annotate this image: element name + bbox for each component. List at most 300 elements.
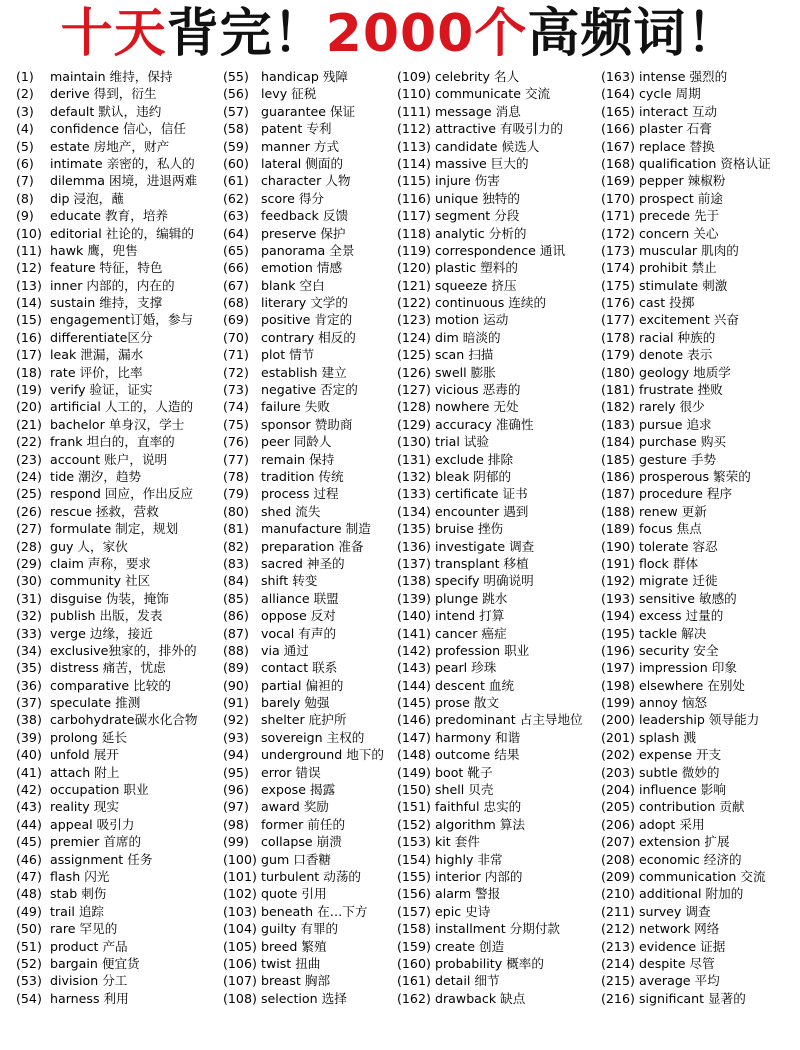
word-number: (200): [601, 712, 635, 728]
word-number: (14): [16, 295, 42, 311]
word-entry: [16, 225, 198, 242]
word-entry: [223, 972, 384, 989]
word-definition: leadership 领导能力: [639, 712, 760, 728]
word-number: (41): [16, 764, 42, 780]
word-number: (90): [223, 677, 249, 693]
word-definition: concern 关心: [639, 225, 719, 241]
word-entry: [16, 694, 198, 711]
word-definition: correspondence 通讯: [435, 242, 566, 258]
word-definition: dip 浸泡，蘸: [50, 190, 124, 206]
word-entry: [223, 416, 384, 433]
word-entry: [16, 555, 198, 572]
word-definition: celebrity 名人: [435, 69, 520, 84]
word-number: (76): [223, 434, 249, 450]
word-entry: [16, 381, 198, 398]
word-number: (117): [397, 208, 431, 224]
word-entry: [397, 816, 583, 833]
word-number: (128): [397, 399, 431, 415]
word-definition: underground 地下的: [261, 747, 385, 763]
word-number: (188): [601, 503, 635, 519]
word-entry: [16, 903, 198, 920]
word-number: (197): [601, 660, 635, 676]
word-number: (166): [601, 121, 635, 137]
word-definition: prosperous 繁荣的: [639, 468, 751, 484]
word-number: (81): [223, 521, 249, 537]
word-column-2: [223, 68, 384, 1007]
word-number: (23): [16, 451, 42, 467]
word-definition: adopt 采用: [639, 816, 705, 832]
word-number: (126): [397, 364, 431, 380]
word-number: (135): [397, 521, 431, 537]
word-number: (146): [397, 712, 431, 728]
word-number: (168): [601, 155, 635, 171]
word-number: (150): [397, 782, 431, 798]
word-entry: [397, 885, 583, 902]
word-definition: annoy 恼怒: [639, 695, 708, 711]
word-definition: gum 口香糖: [261, 851, 332, 867]
word-definition: vicious 恶毒的: [435, 382, 521, 398]
word-definition: dim 暗淡的: [435, 329, 501, 345]
word-entry: [223, 955, 384, 972]
word-number: (175): [601, 277, 635, 293]
word-definition: default 默认，违约: [50, 103, 162, 119]
word-entry: [16, 451, 198, 468]
word-number: (73): [223, 382, 249, 398]
word-entry: [16, 433, 198, 450]
word-definition: geology 地质学: [639, 364, 731, 380]
word-entry: [601, 659, 771, 676]
word-entry: [223, 555, 384, 572]
word-definition: economic 经济的: [639, 851, 742, 867]
word-entry: [601, 746, 771, 763]
word-number: (114): [397, 155, 431, 171]
word-number: (169): [601, 173, 635, 189]
word-definition: disguise 伪装，掩饰: [50, 590, 169, 606]
word-entry: [223, 68, 384, 85]
word-definition: reality 现实: [50, 799, 119, 815]
word-definition: pearl 珍珠: [435, 660, 497, 676]
word-definition: engagement订婚，参与: [50, 312, 194, 328]
word-definition: emotion 情感: [261, 260, 343, 276]
word-definition: shift 转变: [261, 573, 318, 589]
word-definition: rarely 很少: [639, 399, 705, 415]
word-entry: [16, 85, 198, 102]
word-number: (184): [601, 434, 635, 450]
word-definition: predominant 占主导地位: [435, 712, 583, 728]
word-definition: message 消息: [435, 103, 521, 119]
word-entry: [397, 381, 583, 398]
word-entry: [601, 920, 771, 937]
word-definition: nowhere 无处: [435, 399, 519, 415]
word-definition: bleak 阴郁的: [435, 468, 512, 484]
word-definition: pepper 辣椒粉: [639, 173, 726, 189]
word-entry: [223, 920, 384, 937]
word-entry: [601, 816, 771, 833]
word-definition: muscular 肌肉的: [639, 242, 739, 258]
word-number: (24): [16, 468, 42, 484]
word-definition: peer 同龄人: [261, 434, 332, 450]
word-definition: evidence 证据: [639, 938, 726, 954]
word-entry: [16, 294, 198, 311]
word-definition: migrate 迁徙: [639, 573, 718, 589]
word-number: (86): [223, 608, 249, 624]
word-entry: [601, 172, 771, 189]
word-number: (183): [601, 416, 635, 432]
word-entry: [223, 729, 384, 746]
word-definition: quote 引用: [261, 886, 327, 902]
word-entry: [601, 85, 771, 102]
word-entry: [397, 172, 583, 189]
word-entry: [601, 903, 771, 920]
word-definition: negative 否定的: [261, 382, 358, 398]
word-definition: tradition 传统: [261, 468, 344, 484]
word-number: (174): [601, 260, 635, 276]
word-entry: [223, 938, 384, 955]
word-definition: attractive 有吸引力的: [435, 121, 564, 137]
word-definition: sacred 神圣的: [261, 555, 345, 571]
word-definition: racial 种族的: [639, 329, 716, 345]
word-entry: [397, 642, 583, 659]
word-number: (167): [601, 138, 635, 154]
word-entry: [16, 259, 198, 276]
word-entry: [601, 642, 771, 659]
word-definition: prohibit 禁止: [639, 260, 717, 276]
word-entry: [397, 764, 583, 781]
word-definition: sovereign 主权的: [261, 729, 365, 745]
word-number: (173): [601, 242, 635, 258]
word-number: (10): [16, 225, 42, 241]
word-entry: [223, 694, 384, 711]
word-entry: [601, 416, 771, 433]
word-definition: panorama 全景: [261, 242, 355, 258]
word-entry: [397, 485, 583, 502]
word-number: (102): [223, 886, 257, 902]
word-definition: failure 失败: [261, 399, 330, 415]
word-entry: [601, 764, 771, 781]
word-number: (39): [16, 729, 42, 745]
word-number: (56): [223, 86, 249, 102]
word-entry: [223, 259, 384, 276]
word-definition: motion 运动: [435, 312, 509, 328]
word-number: (164): [601, 86, 635, 102]
word-definition: community 社区: [50, 573, 151, 589]
word-number: (22): [16, 434, 42, 450]
word-number: (205): [601, 799, 635, 815]
word-definition: influence 影响: [639, 782, 726, 798]
word-entry: [601, 972, 771, 989]
word-entry: [601, 851, 771, 868]
word-definition: candidate 候选人: [435, 138, 540, 154]
word-definition: maintain 维持，保持: [50, 69, 173, 84]
word-definition: trial 试验: [435, 434, 490, 450]
word-number: (48): [16, 886, 42, 902]
word-number: (87): [223, 625, 249, 641]
word-definition: division 分工: [50, 973, 128, 989]
word-entry: [223, 659, 384, 676]
word-definition: bruise 挫伤: [435, 521, 504, 537]
word-entry: [223, 485, 384, 502]
word-definition: score 得分: [261, 190, 325, 206]
word-definition: contrary 相反的: [261, 329, 356, 345]
word-definition: award 奖励: [261, 799, 329, 815]
word-entry: [16, 833, 198, 850]
word-number: (201): [601, 729, 635, 745]
word-definition: scan 扫描: [435, 347, 494, 363]
word-number: (139): [397, 590, 431, 606]
word-entry: [601, 120, 771, 137]
word-number: (181): [601, 382, 635, 398]
word-number: (148): [397, 747, 431, 763]
word-entry: [397, 120, 583, 137]
word-definition: flock 群体: [639, 555, 699, 571]
title-part-count: 2000个: [325, 4, 528, 64]
word-number: (66): [223, 260, 249, 276]
word-definition: profession 职业: [435, 642, 530, 658]
word-number: (127): [397, 382, 431, 398]
word-entry: [16, 625, 198, 642]
word-number: (55): [223, 69, 249, 84]
word-definition: bachelor 单身汉，学士: [50, 416, 185, 432]
word-number: (63): [223, 208, 249, 224]
word-entry: [397, 503, 583, 520]
word-number: (62): [223, 190, 249, 206]
word-definition: appeal 吸引力: [50, 816, 135, 832]
word-number: (36): [16, 677, 42, 693]
word-definition: breed 繁殖: [261, 938, 327, 954]
word-entry: [397, 903, 583, 920]
word-definition: feature 特征，特色: [50, 260, 163, 276]
word-entry: [397, 277, 583, 294]
word-number: (92): [223, 712, 249, 728]
word-entry: [223, 642, 384, 659]
word-entry: [397, 555, 583, 572]
word-number: (133): [397, 486, 431, 502]
word-entry: [397, 868, 583, 885]
word-number: (195): [601, 625, 635, 641]
word-definition: denote 表示: [639, 347, 713, 363]
word-entry: [601, 885, 771, 902]
word-definition: breast 胸部: [261, 973, 331, 989]
word-definition: guy 人，家伙: [50, 538, 128, 554]
word-definition: prospect 前途: [639, 190, 723, 206]
word-number: (52): [16, 955, 42, 971]
word-definition: handicap 残障: [261, 69, 349, 84]
word-entry: [397, 433, 583, 450]
word-definition: claim 声称，要求: [50, 555, 151, 571]
word-number: (110): [397, 86, 431, 102]
word-number: (37): [16, 695, 42, 711]
word-entry: [601, 677, 771, 694]
word-entry: [223, 172, 384, 189]
word-entry: [397, 920, 583, 937]
word-number: (154): [397, 851, 431, 867]
word-number: (194): [601, 608, 635, 624]
word-number: (162): [397, 990, 431, 1006]
word-number: (185): [601, 451, 635, 467]
word-entry: [16, 746, 198, 763]
word-number: (120): [397, 260, 431, 276]
word-definition: rare 罕见的: [50, 921, 118, 937]
word-number: (78): [223, 468, 249, 484]
word-entry: [601, 451, 771, 468]
page-title: [0, 2, 800, 66]
word-entry: [397, 468, 583, 485]
word-number: (108): [223, 990, 257, 1006]
word-definition: vocal 有声的: [261, 625, 337, 641]
word-number: (4): [16, 121, 34, 137]
word-definition: confidence 信心，信任: [50, 121, 186, 137]
word-entry: [601, 694, 771, 711]
word-number: (9): [16, 208, 34, 224]
word-entry: [223, 85, 384, 102]
word-definition: procedure 程序: [639, 486, 733, 502]
word-entry: [223, 451, 384, 468]
word-number: (171): [601, 208, 635, 224]
word-definition: beneath 在…下方: [261, 903, 368, 919]
word-number: (103): [223, 903, 257, 919]
word-entry: [223, 833, 384, 850]
word-entry: [397, 798, 583, 815]
word-definition: guilty 有罪的: [261, 921, 339, 937]
word-definition: sensitive 敏感的: [639, 590, 737, 606]
word-entry: [601, 485, 771, 502]
word-definition: premier 首席的: [50, 834, 142, 850]
word-number: (159): [397, 938, 431, 954]
word-number: (118): [397, 225, 431, 241]
word-definition: attach 附上: [50, 764, 120, 780]
word-number: (138): [397, 573, 431, 589]
word-number: (61): [223, 173, 249, 189]
word-definition: sponsor 赞助商: [261, 416, 353, 432]
word-entry: [223, 885, 384, 902]
word-number: (215): [601, 973, 635, 989]
word-definition: preparation 准备: [261, 538, 364, 554]
word-definition: harness 利用: [50, 990, 129, 1006]
word-definition: prolong 延长: [50, 729, 127, 745]
word-entry: [16, 68, 198, 85]
word-number: (97): [223, 799, 249, 815]
word-entry: [16, 798, 198, 815]
word-entry: [16, 868, 198, 885]
word-definition: analytic 分析的: [435, 225, 527, 241]
word-number: (25): [16, 486, 42, 502]
word-entry: [601, 294, 771, 311]
word-number: (85): [223, 590, 249, 606]
word-definition: intend 打算: [435, 608, 505, 624]
word-number: (15): [16, 312, 42, 328]
word-entry: [16, 242, 198, 259]
word-entry: [16, 190, 198, 207]
title-part-memorize: 背完！: [166, 4, 326, 64]
word-definition: trail 追踪: [50, 903, 105, 919]
word-definition: continuous 连续的: [435, 295, 547, 311]
word-number: (158): [397, 921, 431, 937]
word-entry: [397, 68, 583, 85]
word-number: (11): [16, 242, 42, 258]
word-number: (67): [223, 277, 249, 293]
word-definition: preserve 保护: [261, 225, 346, 241]
word-entry: [601, 798, 771, 815]
word-definition: editorial 社论的，编辑的: [50, 225, 194, 241]
word-entry: [397, 625, 583, 642]
word-definition: injure 伤害: [435, 173, 500, 189]
word-definition: educate 教育，培养: [50, 208, 169, 224]
word-definition: character 人物: [261, 173, 351, 189]
word-definition: cycle 周期: [639, 86, 701, 102]
word-definition: levy 征税: [261, 86, 317, 102]
word-definition: unfold 展开: [50, 747, 119, 763]
word-number: (59): [223, 138, 249, 154]
word-entry: [601, 190, 771, 207]
word-entry: [16, 346, 198, 363]
word-entry: [16, 677, 198, 694]
word-entry: [601, 833, 771, 850]
word-definition: assignment 任务: [50, 851, 153, 867]
word-entry: [397, 259, 583, 276]
word-number: (69): [223, 312, 249, 328]
word-definition: estate 房地产，财产: [50, 138, 170, 154]
word-entry: [223, 781, 384, 798]
word-number: (157): [397, 903, 431, 919]
word-number: (32): [16, 608, 42, 624]
word-definition: hawk 鹰，兜售: [50, 242, 138, 258]
word-entry: [223, 329, 384, 346]
word-number: (113): [397, 138, 431, 154]
word-definition: plot 情节: [261, 347, 315, 363]
word-entry: [16, 120, 198, 137]
word-number: (5): [16, 138, 34, 154]
word-definition: plunge 跳水: [435, 590, 508, 606]
word-definition: focus 焦点: [639, 521, 702, 537]
word-entry: [397, 938, 583, 955]
word-definition: intimate 亲密的，私人的: [50, 155, 195, 171]
word-number: (7): [16, 173, 34, 189]
word-entry: [601, 868, 771, 885]
word-definition: security 安全: [639, 642, 719, 658]
word-definition: segment 分段: [435, 208, 520, 224]
word-definition: exclusive独家的，排外的: [50, 642, 197, 658]
word-number: (116): [397, 190, 431, 206]
word-column-4: [601, 68, 771, 1007]
word-entry: [601, 729, 771, 746]
word-definition: qualification 资格认证: [639, 155, 771, 171]
word-number: (91): [223, 695, 249, 711]
word-entry: [16, 520, 198, 537]
word-number: (72): [223, 364, 249, 380]
word-number: (208): [601, 851, 635, 867]
word-entry: [16, 468, 198, 485]
word-entry: [601, 503, 771, 520]
word-number: (203): [601, 764, 635, 780]
word-number: (104): [223, 921, 257, 937]
word-number: (77): [223, 451, 249, 467]
word-number: (88): [223, 642, 249, 658]
word-number: (147): [397, 729, 431, 745]
word-number: (35): [16, 660, 42, 676]
word-number: (8): [16, 190, 34, 206]
word-entry: [601, 398, 771, 415]
word-entry: [223, 294, 384, 311]
word-number: (49): [16, 903, 42, 919]
word-entry: [397, 398, 583, 415]
word-definition: excitement 兴奋: [639, 312, 739, 328]
word-definition: shell 贝壳: [435, 782, 494, 798]
word-entry: [397, 451, 583, 468]
word-number: (199): [601, 695, 635, 711]
word-entry: [601, 625, 771, 642]
word-number: (94): [223, 747, 249, 763]
word-entry: [397, 155, 583, 172]
